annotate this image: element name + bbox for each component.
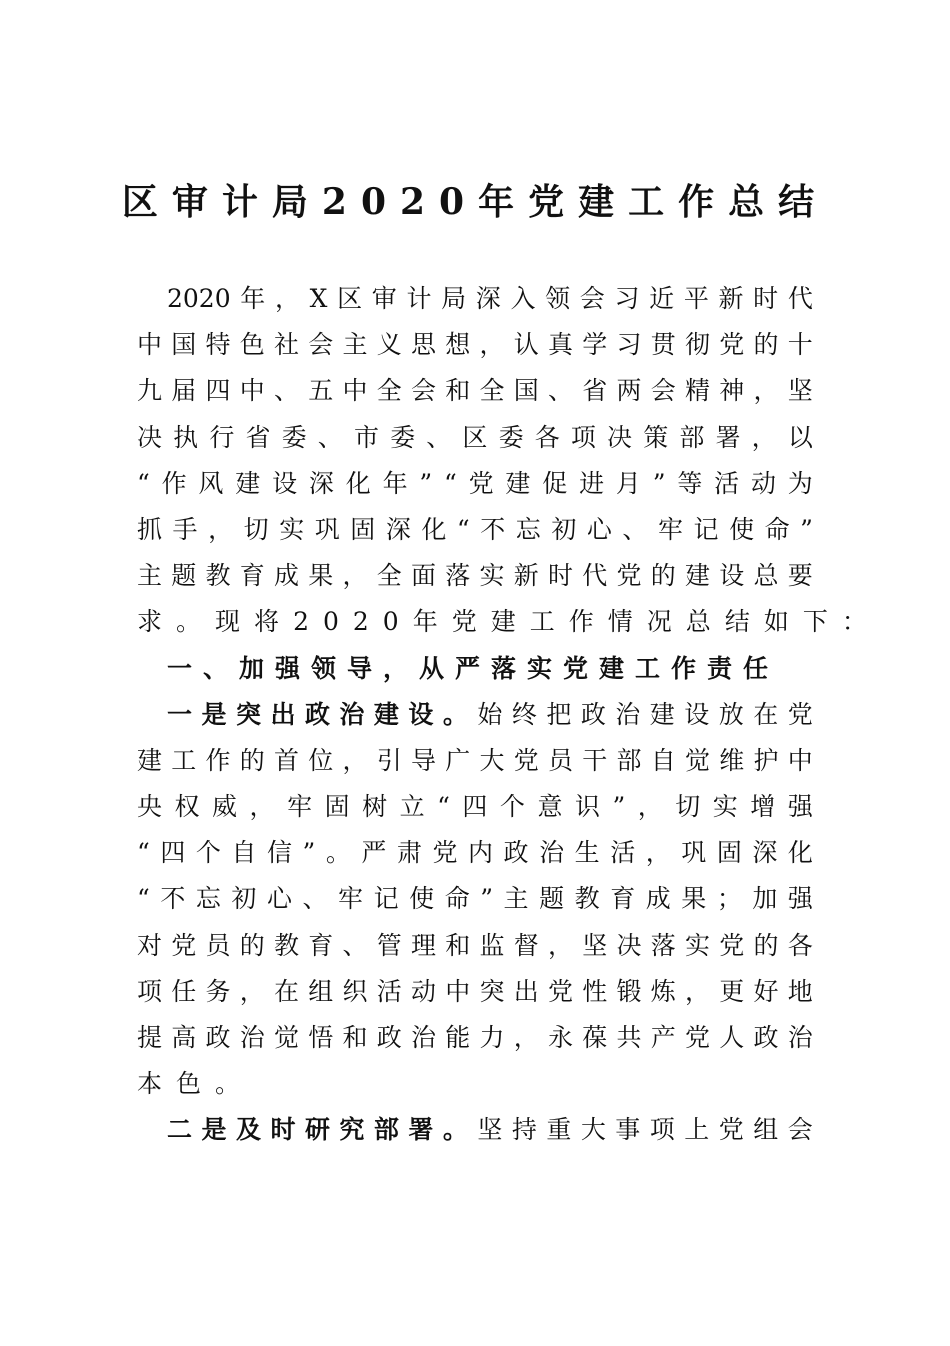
- paragraph-line: 对 党 员 的 教 育 、 管 理 和 监 督 ， 坚 决 落 实 党 的 各: [137, 930, 813, 960]
- paragraph-line: 决 执 行 省 委 、 市 委 、 区 委 各 项 决 策 部 署 ， 以: [137, 422, 813, 452]
- paragraph-line: 提 高 政 治 觉 悟 和 政 治 能 力 ， 永 葆 共 产 党 人 政 治: [137, 1023, 813, 1052]
- paragraph-line: 一 是 突 出 政 治 建 设 。 始 终 把 政 治 建 设 放 在 党: [167, 699, 813, 729]
- paragraph-line: “ 作 风 建 设 深 化 年 ” “ 党 建 促 进 月 ” 等 活 动 为: [137, 468, 813, 498]
- paragraph-line: 建 工 作 的 首 位 ， 引 导 广 大 党 员 干 部 自 觉 维 护 中: [137, 745, 813, 775]
- paragraph-line: 2020 年 ， X 区 审 计 局 深 入 领 会 习 近 平 新 时 代: [167, 284, 813, 313]
- paragraph-line: 央 权 威 ， 牢 固 树 立 “ 四 个 意 识 ” ， 切 实 增 强: [137, 792, 813, 822]
- paragraph-line: “ 四 个 自 信 ” 。 严 肃 党 内 政 治 生 活 ， 巩 固 深 化: [137, 838, 813, 868]
- section-heading: 一、加强领导，从严落实党建工作责任: [167, 653, 780, 683]
- paragraph-line: 项 任 务 ， 在 组 织 活 动 中 突 出 党 性 锻 炼 ， 更 好 地: [137, 976, 813, 1006]
- paragraph-line: 中 国 特 色 社 会 主 义 思 想 ， 认 真 学 习 贯 彻 党 的 十: [137, 330, 813, 360]
- paragraph-line: 二 是 及 时 研 究 部 署 。 坚 持 重 大 事 项 上 党 组 会: [167, 1115, 813, 1145]
- document-body: [137, 276, 881, 1154]
- paragraph-line: “ 不 忘 初 心 、 牢 记 使 命 ” 主 题 教 育 成 果 ； 加 强: [137, 884, 813, 914]
- paragraph-line: 本 色 。: [137, 1069, 255, 1099]
- paragraph-line: 求 。 现 将 2020 年 党 建 工 作 情 况 总 结 如 下 ：: [137, 607, 881, 637]
- paragraph-line: 九 届 四 中 、 五 中 全 会 和 全 国 、 省 两 会 精 神 ， 坚: [137, 376, 813, 406]
- paragraph-line: 主 题 教 育 成 果 ， 全 面 落 实 新 时 代 党 的 建 设 总 要: [137, 561, 813, 591]
- paragraph-line: 抓 手 ， 切 实 巩 固 深 化 “ 不 忘 初 心 、 牢 记 使 命 ”: [137, 514, 813, 544]
- document-title: 区审计局2020年党建工作总结: [121, 181, 829, 223]
